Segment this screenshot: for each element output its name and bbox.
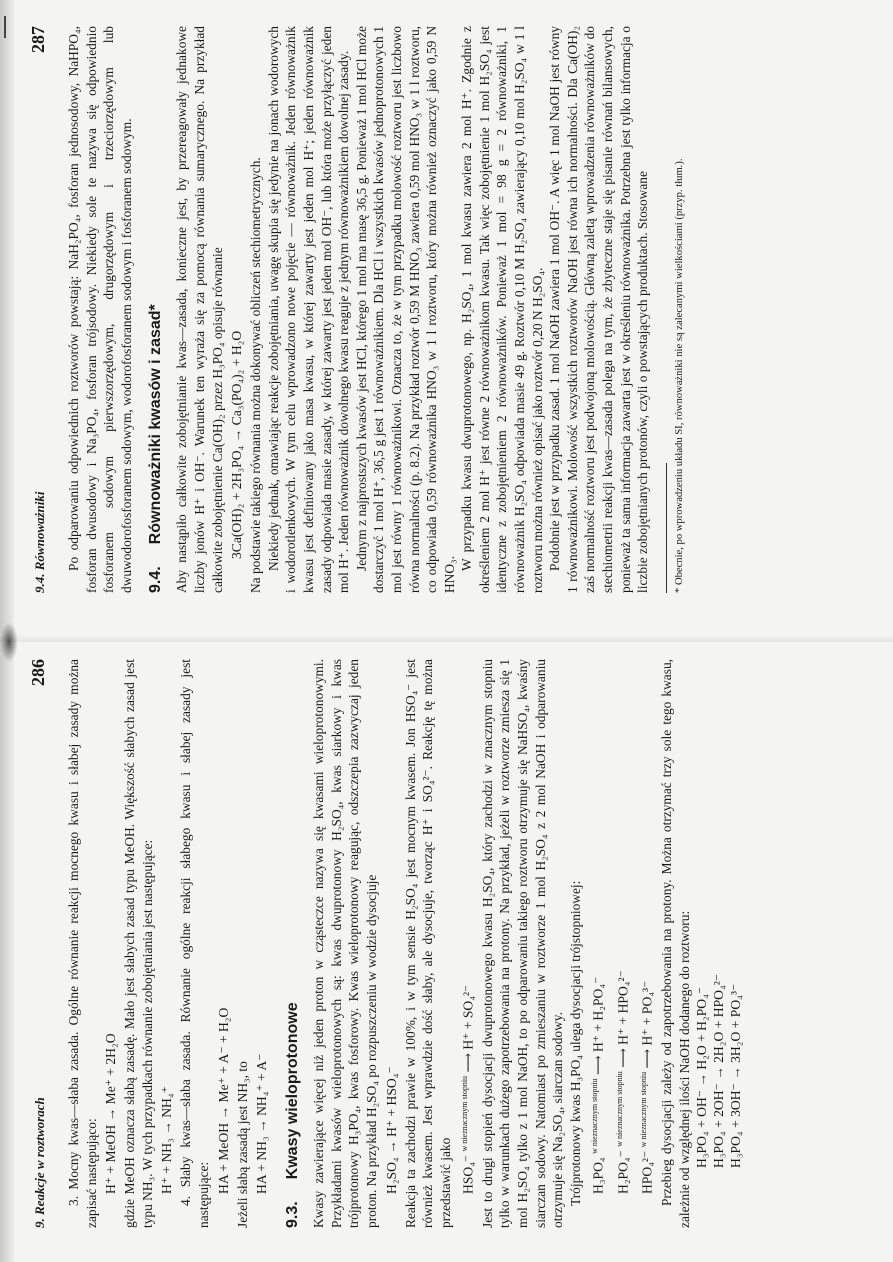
equation: H₃PO₄ + 2OH⁻ → 2H₂O + HPO₄²⁻ — [711, 974, 727, 1168]
paragraph: Jednym z najprostszych kwasów jest HCl, którego 1 mol ma masę 36,5 g. Ponieważ 1 mol HCl może dostarczyć 1 mol H⁺, 36,5 g jest 1 równoważnikiem. Dla HCl i wszystkich kwasów jednoprotonowych 1 mol jest równy 1 równoważnikowi. Oznacza to, że w tym przypadku molowość roztworu jest liczbowo równa normalności (p. 8.2). Na przykład roztwór 0,59 M HNO₃ zawiera 0,59 mol HNO₃ w 1 l roztworu, co odpowiada 0,59 równoważnika HNO₃ w 1 l roztworu, który można również oznaczyć jako 0,59 N HNO₃. — [353, 26, 457, 593]
equation-right: H⁺ + HPO₄²⁻ — [615, 970, 631, 1045]
equation-left: H₂PO₄⁻ — [615, 1150, 631, 1194]
paragraph: gdzie MeOH oznacza słabą zasadę. Mało jest słabych zasad typu MeOH. Większość słabych zasad jest typu NH₃. W tych przypadkach równanie zobojętniania jest następujące: — [122, 659, 155, 1228]
equation: H₃PO₄ + OH⁻ → H₂O + H₂PO₄⁻ — [694, 986, 710, 1168]
equation — [454, 659, 479, 1228]
running-title: 9.4. Równoważniki — [32, 491, 47, 593]
paragraph: W przypadku kwasu dwuprotonowego, np. H₂SO₄, 1 mol kwasu zawiera 2 mol H⁺. Zgodnie z określeniem 2 mol H⁺ jest równe 2 równoważnikom kwasu. Tak więc zobojętnienie 1 mol H₂SO₄ jest identyczne z zobojętnieniem 2 równoważników. Ponieważ 1 mol = 98 g = 2 równoważniki, 1 równoważnik H₂SO₄ odpowiada masie 49 g. Roztwór 0,10 M H₂SO₄ zawierający 0,10 mol H₂SO₄ w 1 l roztworu można również opisać jako roztwór 0,20 N H₂SO₄. — [459, 26, 545, 593]
section-number: 9.4. — [147, 566, 165, 593]
equation: H⁺ + NH₃ → NH₄⁺ — [159, 1086, 175, 1194]
equation — [633, 659, 658, 1228]
equation-left: H₃PO₄ — [590, 1157, 606, 1194]
paragraph: Po odparowaniu odpowiednich roztworów powstają: NaH₂PO₄, fosforan jednosodowy, NaHPO₄, fosforan dwusodowy i Na₃PO₄, fosforan trójsodowy. Niekiedy sole te nazywa się odpowiednio fosforanem sodowym pierwszorzędowym, drugorzędowym i trzeciorzędowym lub dwuwodorofosforanem sodowym, wodorofosforanem sodowym i fosforanem sodowym. — [66, 26, 134, 593]
arrow-note: w nieznacznym stopniu — [460, 1075, 470, 1152]
section-title: Równoważniki kwasów i zasad* — [147, 304, 165, 545]
arrow-note: w nieznacznym stopniu — [590, 1078, 600, 1154]
equation: HA + MeOH → Me⁺ + A⁻ + H₂O — [215, 1007, 231, 1194]
arrow-note: w nieznacznym stopniu — [614, 1071, 624, 1147]
equation: HA + NH₃ → NH₄⁺ + A⁻ — [254, 1053, 270, 1194]
equation-left: HPO₄²⁻ — [640, 1150, 655, 1194]
long-arrow-icon: ⟶ — [590, 1055, 606, 1075]
section-heading — [147, 26, 165, 593]
paragraph: Jeżeli słabą zasadą jest NH₃, to — [234, 1061, 250, 1228]
equation-right: H⁺ + PO₄³⁻ — [640, 980, 655, 1046]
equation-right: H⁺ + H₂PO₄⁻ — [590, 976, 606, 1053]
page-number: 286 — [28, 659, 48, 686]
equation-left: HSO₄⁻ — [460, 1154, 476, 1194]
paragraph: Przebieg dysocjacji zależy od zapotrzebowania na protony. Można otrzymać trzy sole tego kwasu, zależnie od względnej ilości NaOH dodanego do roztworu: — [659, 659, 692, 1228]
equation: H⁺ + MeOH → Me⁺ + 2H₂O — [103, 1033, 119, 1194]
section-title: Kwasy wieloprotonowe — [284, 1002, 302, 1180]
paragraph: Kwasy zawierające więcej niż jeden proton w cząsteczce nazywa się kwasami wieloprotonowymi. Przykładami kwasów wieloprotonowych są: kwas dwuprotonowy H₂SO₄, kwas siarkowy i kwas trójprotonowy H₃PO₄, kwas fosforowy. Kwas wieloprotonowy reagując, odszczepia zazwyczaj jeden proton. Na przykład H₂SO₄ po rozpuszczeniu w wodzie dysocjuje — [311, 659, 379, 1228]
paragraph: Trójprotonowy kwas H₃PO₄ ulega dysocjacji trójstopniowej: — [567, 880, 583, 1206]
equation: H₃PO₄ + 3OH⁻ → 3H₂O + PO₄³⁻ — [728, 983, 744, 1168]
paragraph: Reakcja ta zachodzi prawie w 100%, i w tym sensie H₂SO₄ jest mocnym kwasem. Jon HSO₄⁻ jest również kwasem. Jest wprawdzie dość słaby, ale dysocjuje, tworząc H⁺ i SO₄²⁻. Reakcję tę można przedstawić jako — [402, 659, 453, 1228]
footnote-rule — [666, 463, 667, 593]
paragraph: 4. Słaby kwas—słaba zasada. Równanie ogólne reakcji słabego kwasu i słabej zasady jest następujące: — [178, 659, 211, 1228]
page-number: 287 — [28, 26, 48, 53]
paragraph: 3. Mocny kwas—słaba zasada. Ogólne równanie reakcji mocnego kwasu i słabej zasady można zapisać następująco: — [66, 659, 99, 1228]
equation-right: H⁺ + SO₄²⁻ — [460, 984, 476, 1050]
long-arrow-icon: ⟶ — [615, 1048, 631, 1068]
section-heading — [284, 659, 302, 1228]
paragraph: Jest to drugi stopień dysocjacji dwuprotonowego kwasu H₂SO₄, który zachodzi w znacznym stopniu tylko w warunkach dużego zapotrzebowania na protony. Na przykład, jeżeli w roztworze zmiesza się 1 mol H₂SO₄ tylko z 1 mol NaOH, to po odparowaniu takiego roztworu otrzymuje się NaHSO₄, kwaśny siarczan sodowy. Natomiast po zmieszaniu w roztworze 1 mol H₂SO₄ z 2 mol NaOH i odparowaniu otrzymuje się Na₂SO₄, siarczan sodowy. — [479, 659, 566, 1228]
equation — [584, 659, 609, 1228]
equation — [609, 659, 634, 1228]
long-arrow-icon: ⟶ — [460, 1053, 476, 1073]
paragraph: Na podstawie takiego równania można dokonywać obliczeń stechiometrycznych. — [248, 157, 264, 593]
running-title: 9. Reakcje w roztworach — [32, 1097, 47, 1228]
equation: H₂SO₄ → H⁺ + HSO₄⁻ — [383, 1066, 399, 1194]
running-header — [28, 659, 49, 1228]
footnote: * Obecnie, po wprowadzeniu układu SI, równoważniki nie są zalecanymi wielkościami (przyp. tłum.). — [673, 158, 685, 593]
equation: 3Ca(OH)₂ + 2H₃PO₄ → Ca₃(PO₄)₂ + H₂O — [229, 330, 245, 559]
page-286 — [0, 637, 893, 1262]
arrow-note: w nieznacznym stopniu — [639, 1071, 649, 1148]
paragraph: Niekiedy jednak, omawiając reakcje zobojętniania, uwagę skupia się jedynie na jonach wodorowych i wodorotlenkowych. W tym celu wprowadzono nowe pojęcie — równoważnik. Jeden równoważnik kwasu jest definiowany jako masa kwasu, w której zawarty jest jeden mol H⁺; jeden równoważnik zasady odpowiada masie zasady, w której zawarty jest jeden mol OH⁻, lub która może przyłączyć jeden mol H⁺. Jeden równoważnik dowolnego kwasu reaguje z jednym równoważnikiem dowolnej zasady. — [265, 26, 352, 593]
paragraph: Podobnie jest w przypadku zasad. 1 mol NaOH zawiera 1 mol OH⁻. A więc 1 mol NaOH jest równy 1 równoważnikowi. Molowość wszystkich roztworów NaOH jest równa ich normalności. Dla Ca(OH)₂ zaś normalność roztworu jest podwojoną molowością. Główną zaletą wprowadzenia równoważników do stechiometrii reakcji kwas—zasada polega na tym, że zbyteczne staje się pisanie równań bilansowych, ponieważ ta sama informacja zawarta jest w określeniu równoważnika. Potrzebna jest tylko informacja o liczbie zobojętnianych protonów, czyli o powstających produktach. Stosowane — [547, 26, 651, 593]
long-arrow-icon: ⟶ — [640, 1048, 655, 1069]
paragraph: Aby nastąpiło całkowite zobojętnianie kwas—zasada, konieczne jest, by przereagowały jednakowe liczby jonów H⁺ i OH⁻. Warunek ten wyraża się za pomocą równania sumarycznego. Na przykład całkowite zobojętnienie Ca(OH)₂ przez H₃PO₄ opisuje równanie — [174, 26, 225, 593]
running-header — [28, 26, 49, 593]
section-number: 9.3. — [284, 1201, 302, 1228]
